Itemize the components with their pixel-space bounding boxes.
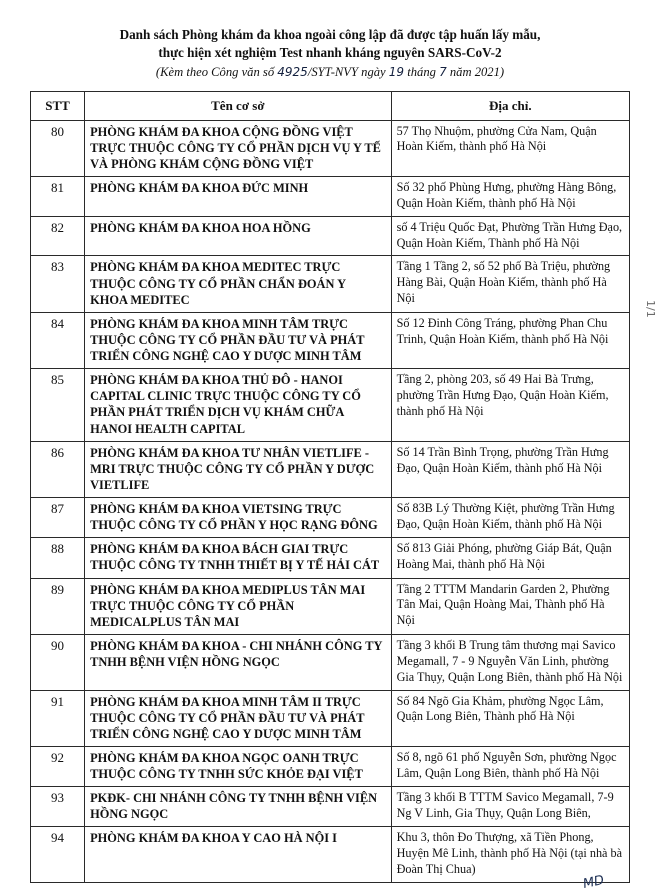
- table-row: [31, 120, 630, 176]
- reference-prefix: (Kèm theo Công văn số: [155, 64, 275, 79]
- row-address: 57 Thọ Nhuộm, phường Cửa Nam, Quận Hoàn Kiếm, thành phố Hà Nội: [391, 120, 629, 176]
- page-edge-annotation: 1/1: [644, 300, 657, 318]
- row-clinic-name: PKĐK- CHI NHÁNH CÔNG TY TNHH BỆNH VIỆN HỒNG NGỌC: [85, 787, 392, 827]
- date-year: năm 2021): [449, 64, 505, 79]
- row-clinic-name: PHÒNG KHÁM ĐA KHOA ĐỨC MINH: [85, 177, 392, 217]
- row-address: Tầng 2, phòng 203, số 49 Hai Bà Trưng, phường Trần Hưng Đạo, Quận Hoàn Kiếm, thành phố Hà Nội: [391, 369, 629, 442]
- row-stt: 87: [31, 498, 85, 538]
- date-day-handwritten: 19: [388, 64, 405, 79]
- row-address: số 4 Triệu Quốc Đạt, Phường Trần Hưng Đạo, Quận Hoàn Kiếm, Thành phố Hà Nội: [391, 216, 629, 256]
- table-row: [31, 578, 630, 634]
- row-address: Số 84 Ngõ Gia Khảm, phường Ngọc Lâm, Quận Long Biên, Thành phố Hà Nội: [391, 690, 629, 746]
- row-clinic-name: PHÒNG KHÁM ĐA KHOA HOA HỒNG: [85, 216, 392, 256]
- row-stt: 85: [31, 369, 85, 442]
- table-row: [31, 441, 630, 497]
- table-row: [31, 369, 630, 442]
- signature-mark: MD: [581, 872, 606, 893]
- table-row: [31, 746, 630, 786]
- row-address: Số 813 Giải Phóng, phường Giáp Bát, Quận Hoàng Mai, thành phố Hà Nội: [391, 538, 629, 578]
- row-address: Tầng 3 khối B Trung tâm thương mại Savico Megamall, 7 - 9 Nguyễn Văn Linh, phường Gia Thụy, Quận Long Biên, thành phố Hà Nội: [391, 634, 629, 690]
- row-clinic-name: PHÒNG KHÁM ĐA KHOA Y CAO HÀ NỘI I: [85, 827, 392, 883]
- table-row: [31, 827, 630, 883]
- row-clinic-name: PHÒNG KHÁM ĐA KHOA BÁCH GIAI TRỰC THUỘC CÔNG TY TNHH THIẾT BỊ Y TẾ HẢI CÁT: [85, 538, 392, 578]
- row-address: Số 12 Đinh Công Tráng, phường Phan Chu Trinh, Quận Hoàn Kiếm, thành phố Hà Nội: [391, 312, 629, 368]
- table-row: [31, 690, 630, 746]
- row-address: Tầng 3 khối B TTTM Savico Megamall, 7-9 Ng V Linh, Gia Thụy, Quận Long Biên,: [391, 787, 629, 827]
- row-stt: 80: [31, 120, 85, 176]
- column-header-name: Tên cơ sở: [85, 91, 392, 120]
- row-clinic-name: PHÒNG KHÁM ĐA KHOA THỦ ĐÔ - HANOI CAPITAL CLINIC TRỰC THUỘC CÔNG TY CỔ PHẦN PHÁT TRIỂN DỊCH VỤ KHÁM CHỮA HANOI HEALTH CAPITAL: [85, 369, 392, 442]
- row-address: Số 14 Trần Bình Trọng, phường Trần Hưng Đạo, Quận Hoàn Kiếm, thành phố Hà Nội: [391, 441, 629, 497]
- table-row: [31, 177, 630, 217]
- table-row: [31, 538, 630, 578]
- row-address: Số 83B Lý Thường Kiệt, phường Trần Hưng Đạo, Quận Hoàn Kiếm, thành phố Hà Nội: [391, 498, 629, 538]
- row-clinic-name: PHÒNG KHÁM ĐA KHOA MEDITEC TRỰC THUỘC CÔNG TY CỔ PHẦN CHẨN ĐOÁN Y KHOA MEDITEC: [85, 256, 392, 312]
- row-clinic-name: PHÒNG KHÁM ĐA KHOA VIETSING TRỰC THUỘC CÔNG TY CỔ PHẦN Y HỌC RẠNG ĐÔNG: [85, 498, 392, 538]
- reference-number-handwritten: 4925: [277, 64, 308, 79]
- row-address: Tầng 2 TTTM Mandarin Garden 2, Phường Tân Mai, Quận Hoàng Mai, Thành phố Hà Nội: [391, 578, 629, 634]
- row-clinic-name: PHÒNG KHÁM ĐA KHOA - CHI NHÁNH CÔNG TY TNHH BỆNH VIỆN HỒNG NGỌC: [85, 634, 392, 690]
- column-header-address: Địa chỉ.: [391, 91, 629, 120]
- row-stt: 86: [31, 441, 85, 497]
- row-stt: 89: [31, 578, 85, 634]
- table-row: [31, 498, 630, 538]
- header-title-line-2: thực hiện xét nghiệm Test nhanh kháng nguyên SARS-CoV-2: [158, 44, 502, 60]
- row-stt: 88: [31, 538, 85, 578]
- date-month-handwritten: 7: [439, 64, 447, 79]
- row-stt: 81: [31, 177, 85, 217]
- row-clinic-name: PHÒNG KHÁM ĐA KHOA MEDIPLUS TÂN MAI TRỰC THUỘC CÔNG TY CỔ PHẦN MEDICALPLUS TÂN MAI: [85, 578, 392, 634]
- row-clinic-name: PHÒNG KHÁM ĐA KHOA NGỌC OANH TRỰC THUỘC CÔNG TY TNHH SỨC KHỎE ĐẠI VIỆT: [85, 746, 392, 786]
- reference-suffix: /SYT-NVY: [307, 64, 358, 79]
- row-address: Số 32 phố Phùng Hưng, phường Hàng Bông, Quận Hoàn Kiếm, thành phố Hà Nội: [391, 177, 629, 217]
- clinic-list-table: [30, 91, 630, 883]
- document-header: [30, 26, 630, 81]
- table-header-row: [31, 91, 630, 120]
- column-header-stt: STT: [31, 91, 85, 120]
- table-row: [31, 256, 630, 312]
- row-address: Tầng 1 Tầng 2, số 52 phố Bà Triệu, phường Hàng Bài, Quận Hoàn Kiếm, thành phố Hà Nội: [391, 256, 629, 312]
- row-stt: 93: [31, 787, 85, 827]
- row-stt: 83: [31, 256, 85, 312]
- row-stt: 92: [31, 746, 85, 786]
- row-stt: 90: [31, 634, 85, 690]
- row-clinic-name: PHÒNG KHÁM ĐA KHOA MINH TÂM TRỰC THUỘC CÔNG TY CỔ PHẦN ĐẦU TƯ VÀ PHÁT TRIỂN CÔNG NGHỆ CAO Y DƯỢC MINH TÂM: [85, 312, 392, 368]
- table-body: [31, 120, 630, 882]
- header-title-line-1: Danh sách Phòng khám đa khoa ngoài công lập đã được tập huấn lấy mẫu,: [119, 27, 541, 42]
- row-clinic-name: PHÒNG KHÁM ĐA KHOA TƯ NHÂN VIETLIFE - MRI TRỰC THUỘC CÔNG TY CỔ PHẦN Y DƯỢC VIETLIFE: [85, 441, 392, 497]
- row-stt: 94: [31, 827, 85, 883]
- row-clinic-name: PHÒNG KHÁM ĐA KHOA CỘNG ĐỒNG VIỆT TRỰC THUỘC CÔNG TY CỔ PHẦN DỊCH VỤ Y TẾ VÀ PHÒNG KHÁM CỘNG ĐỒNG VIỆT: [85, 120, 392, 176]
- table-row: [31, 634, 630, 690]
- table-row: [31, 787, 630, 827]
- row-stt: 84: [31, 312, 85, 368]
- month-prefix: tháng: [407, 64, 436, 79]
- row-stt: 91: [31, 690, 85, 746]
- table-row: [31, 312, 630, 368]
- header-reference-line: [30, 64, 630, 81]
- row-stt: 82: [31, 216, 85, 256]
- row-address: Số 8, ngõ 61 phố Nguyễn Sơn, phường Ngọc Lâm, Quận Long Biên, thành phố Hà Nội: [391, 746, 629, 786]
- row-address: Khu 3, thôn Đo Thượng, xã Tiền Phong, Huyện Mê Linh, thành phố Hà Nội (tại nhà bà Đoàn Thị Chua): [391, 827, 629, 883]
- row-clinic-name: PHÒNG KHÁM ĐA KHOA MINH TÂM II TRỰC THUỘC CÔNG TY CỔ PHẦN ĐẦU TƯ VÀ PHÁT TRIỂN CÔNG NGHỆ CAO Y DƯỢC MINH TÂM: [85, 690, 392, 746]
- date-prefix: ngày: [361, 64, 386, 79]
- table-row: [31, 216, 630, 256]
